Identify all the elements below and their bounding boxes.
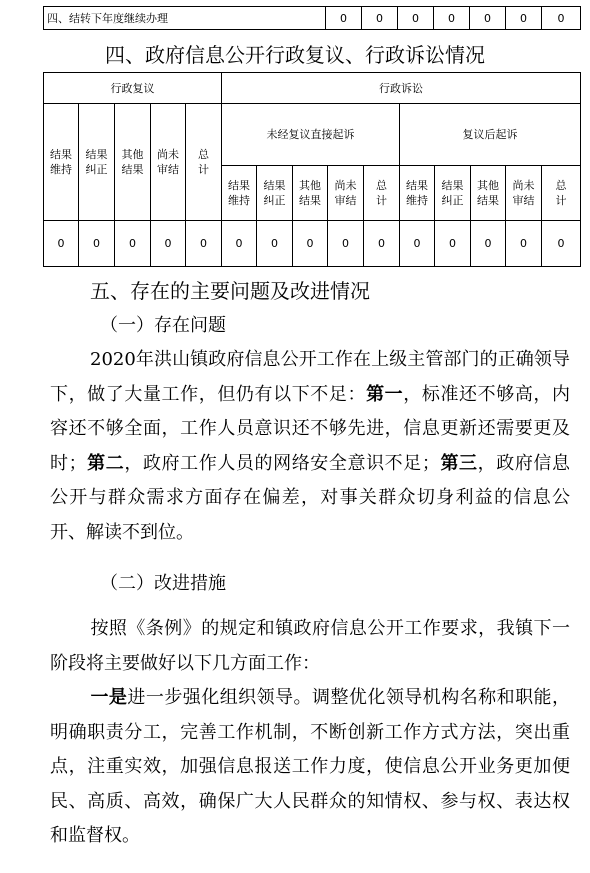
admin-litigation-header: 行政诉讼 [222,73,581,104]
measure-one-paragraph [50,681,570,854]
table-cell: 0 [435,221,471,267]
review-col-header: 总 计 [186,104,222,221]
lit-col-header: 结果 维持 [222,166,257,221]
review-col-header: 结果 纠正 [79,104,115,221]
table-header-row [44,73,581,104]
problems-text-c: ，标准还不够高，内容还不够全面，工作人员意识还不够先进，信息更新还需要更及时； [50,383,571,474]
problems-first-marker: 第一 [366,383,404,405]
carryover-value: 0 [326,7,362,30]
table-cell: 0 [79,221,115,267]
table-value-row [44,221,581,267]
review-col-header: 尚未 审结 [151,104,186,221]
table-cell: 0 [186,221,222,267]
subsection-problems-title: （一）存在问题 [100,315,226,336]
lit-col-header: 总 计 [364,166,400,221]
table-cell: 0 [293,221,328,267]
carryover-value: 0 [398,7,434,30]
table-cell: 0 [257,221,293,267]
problems-paragraph [50,343,570,550]
review-litigation-table [43,72,581,267]
carryover-row-table [43,6,581,30]
table-cell: 0 [44,221,79,267]
lit-col-header: 结果 纠正 [435,166,471,221]
admin-review-header: 行政复议 [44,73,222,104]
lit-col-header: 总 计 [542,166,581,221]
carryover-value: 0 [542,7,581,30]
review-col-header: 其他 结果 [115,104,151,221]
carryover-value: 0 [434,7,470,30]
table-cell: 0 [328,221,364,267]
measure-one-text: 进一步强化组织领导。调整优化领导机构名称和职能，明确职责分工，完善工作机制，不断创新工作方式方法，突出重点，注重实效，加强信息报送工作力度，使信息公开业务更加便民、高质、高效，确保广大人民群众的知情权、参与权、表达权和监督权。 [50,687,571,846]
lit-col-header: 结果 纠正 [257,166,293,221]
section4-title: 四、政府信息公开行政复议、行政诉讼情况 [105,43,485,67]
table-cell: 0 [506,221,542,267]
problems-text-d: ，政府工作人员的网络安全意识不足； [124,452,440,474]
direct-litigation-header: 未经复议直接起诉 [222,104,400,166]
problems-text-a: 2020年洪山镇政府信息公开工作在上级主管部门的正确领导下，做了大量工作，但仍有以下不足： [50,349,570,405]
table-cell: 0 [115,221,151,267]
measures-intro-text: 按照《条例》的规定和镇政府信息公开工作要求，我镇下一阶段将主要做好以下几方面工作： [50,618,570,674]
carryover-value: 0 [362,7,398,30]
subsection-measures-title: （二）改进措施 [100,573,226,594]
after-review-litigation-header: 复议后起诉 [400,104,581,166]
review-col-header: 结果 维持 [44,104,79,221]
section5-title: 五、存在的主要问题及改进情况 [90,279,370,303]
carryover-row [44,7,581,30]
table-cell: 0 [542,221,581,267]
carryover-value: 0 [506,7,542,30]
carryover-label: 四、结转下年度继续办理 [44,7,326,30]
table-cell: 0 [364,221,400,267]
lit-col-header: 尚未 审结 [328,166,364,221]
carryover-value: 0 [470,7,506,30]
lit-col-header: 其他 结果 [471,166,506,221]
measures-intro-paragraph [50,612,570,681]
measure-one-marker: 一是 [90,687,128,708]
table-cell: 0 [151,221,186,267]
table-subheader-row [44,104,581,166]
problems-text-e: ，政府信息公开与群众需求方面存在偏差，对事关群众切身利益的信息公开、解读不到位。 [50,452,571,543]
lit-col-header: 尚未 审结 [506,166,542,221]
table-cell: 0 [471,221,506,267]
table-cell: 0 [222,221,257,267]
lit-col-header: 其他 结果 [293,166,328,221]
problems-second-marker: 第二 [86,452,125,474]
problems-third-marker: 第三 [439,452,478,474]
lit-col-header: 结果 维持 [400,166,435,221]
table-cell: 0 [400,221,435,267]
